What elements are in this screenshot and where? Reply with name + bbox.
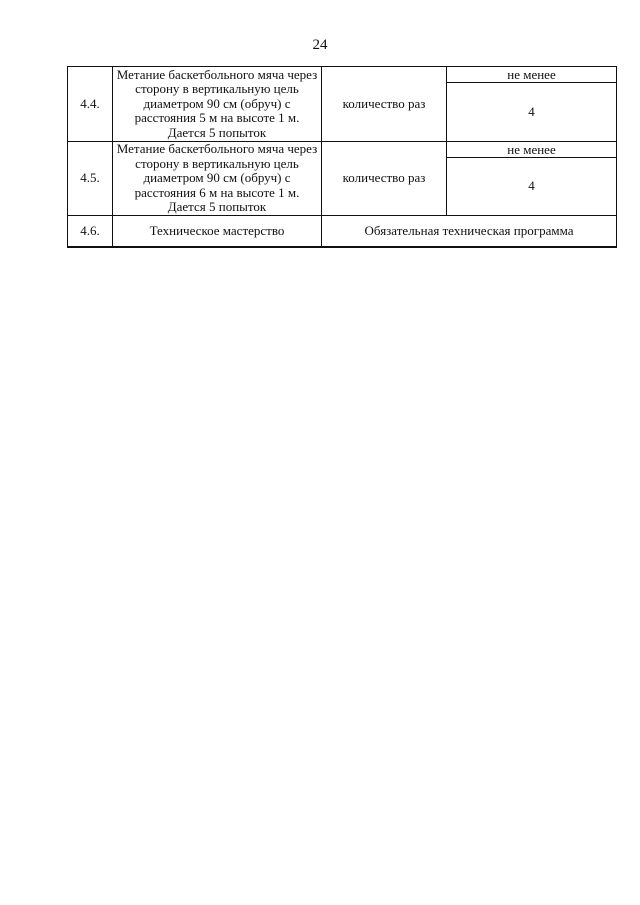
exercise-description: Техническое мастерство bbox=[113, 216, 322, 248]
unit-of-measure: количество раз bbox=[322, 67, 447, 142]
page-number: 24 bbox=[312, 37, 328, 53]
norm-value: 4 bbox=[447, 83, 617, 142]
norm-value: 4 bbox=[447, 158, 617, 216]
norms-table bbox=[67, 66, 617, 248]
table-row bbox=[68, 216, 617, 248]
requirement-text: Обязательная техническая программа bbox=[322, 216, 617, 248]
exercise-description: Метание баскетбольного мяча через сторону в вертикальную цель диаметром 90 см (обруч) с расстояния 5 м на высоте 1 м. Дается 5 попыток bbox=[113, 67, 322, 142]
table-row bbox=[68, 67, 617, 83]
exercise-description: Метание баскетбольного мяча через сторону в вертикальную цель диаметром 90 см (обруч) с расстояния 6 м на высоте 1 м. Дается 5 попыток bbox=[113, 142, 322, 216]
row-number: 4.4. bbox=[68, 67, 113, 142]
unit-of-measure: количество раз bbox=[322, 142, 447, 216]
norm-label: не менее bbox=[447, 142, 617, 158]
table-row bbox=[68, 142, 617, 158]
row-number: 4.5. bbox=[68, 142, 113, 216]
row-number: 4.6. bbox=[68, 216, 113, 248]
norm-label: не менее bbox=[447, 67, 617, 83]
